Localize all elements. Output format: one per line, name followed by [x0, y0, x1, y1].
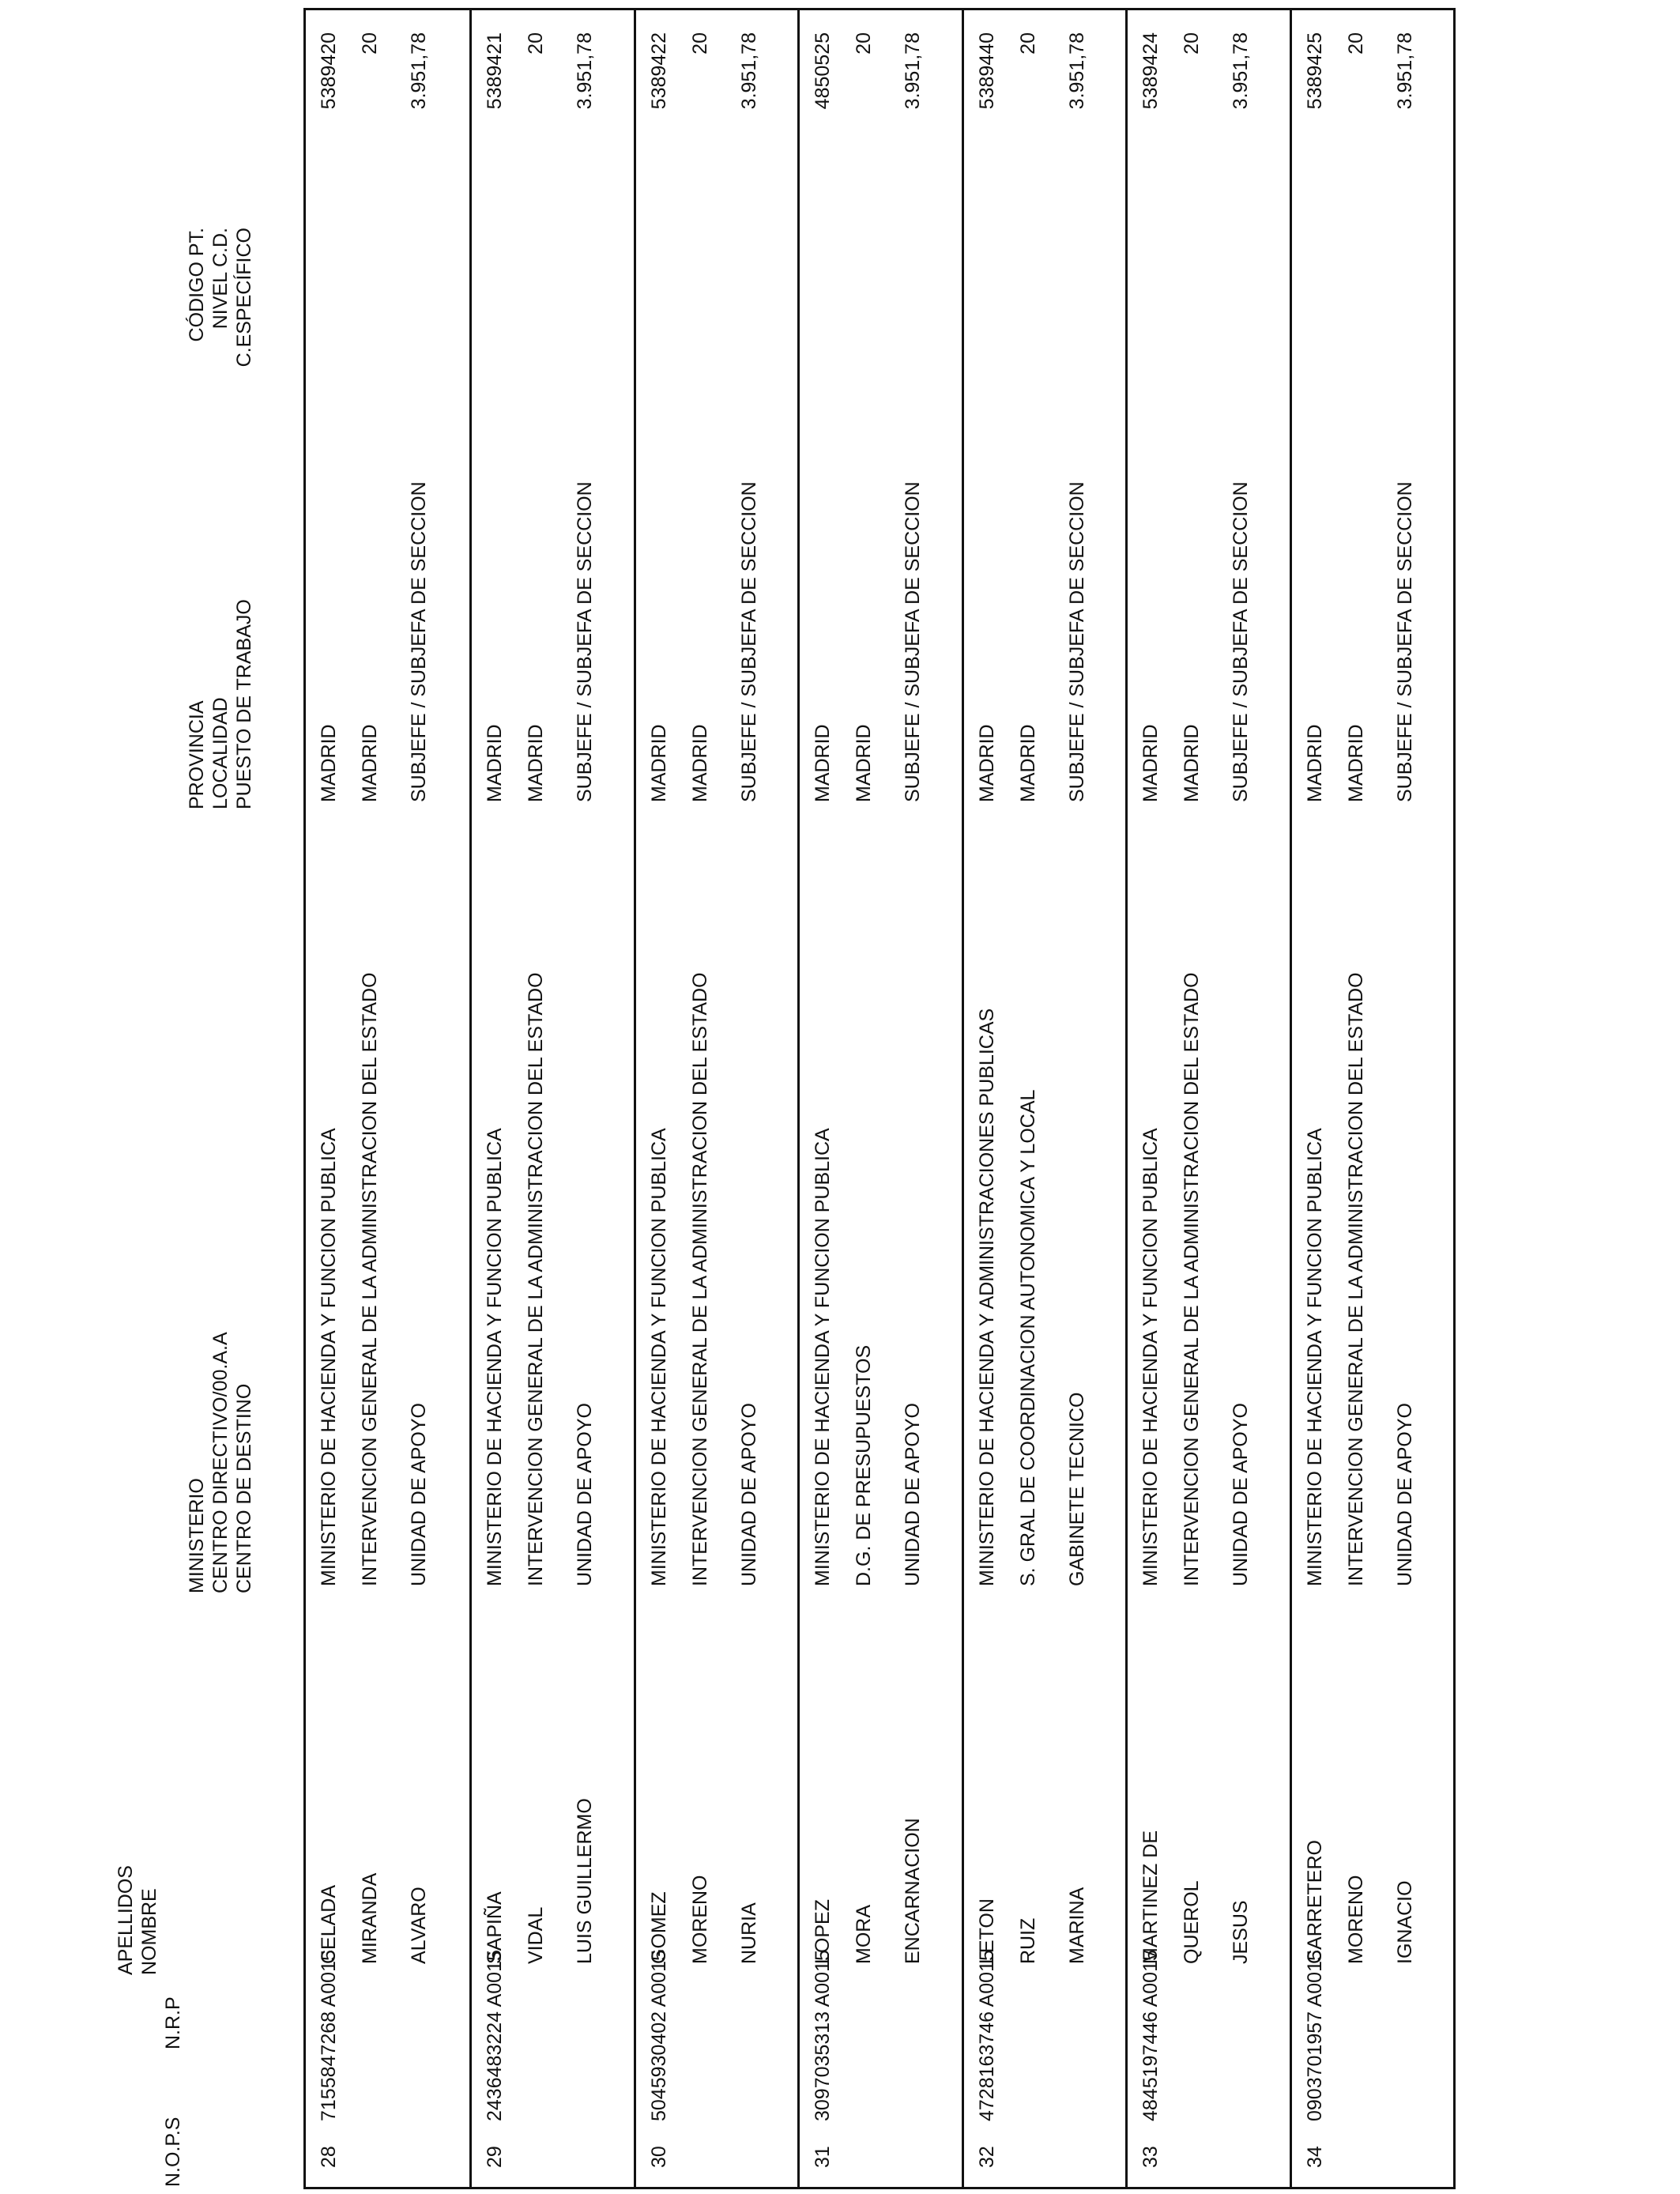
nrp-cell: 4845197446 A0015 — [1139, 1950, 1162, 2121]
apellido1-cell: SAPIÑA — [484, 1891, 507, 1964]
header-especifico-line: C.ESPECÍFICO — [233, 228, 255, 368]
codigo-cell: 5389424 — [1139, 32, 1162, 110]
codigo-cell: 5389440 — [975, 32, 998, 110]
nivel-cell: 20 — [853, 32, 876, 55]
header-provincia — [185, 599, 256, 809]
nops-cell: 30 — [647, 2146, 670, 2168]
ministerio-cell: MINISTERIO DE HACIENDA Y FUNCION PUBLICA — [1139, 1128, 1162, 1586]
nops-cell: 32 — [975, 2146, 998, 2168]
nombre-cell: MARINA — [1065, 1887, 1088, 1964]
header-apellidos — [114, 1865, 161, 1975]
ministerio-cell: MINISTERIO DE HACIENDA Y FUNCION PUBLICA — [647, 1128, 670, 1586]
apellido2-cell: RUIZ — [1016, 1917, 1039, 1964]
especifico-cell: 3.951,78 — [408, 32, 430, 110]
nombre-cell: IGNACIO — [1393, 1880, 1416, 1964]
apellido1-cell: CARRETERO — [1303, 1840, 1326, 1964]
ministerio-cell: MINISTERIO DE HACIENDA Y FUNCION PUBLICA — [1303, 1128, 1326, 1586]
codigo-cell: 5389420 — [318, 32, 340, 110]
codigo-cell: 5389425 — [1303, 32, 1326, 110]
puesto-cell: SUBJEFE / SUBJEFA DE SECCION — [574, 481, 597, 802]
especifico-cell: 3.951,78 — [902, 32, 925, 110]
provincia-cell: MADRID — [1139, 724, 1162, 802]
puesto-cell: SUBJEFE / SUBJEFA DE SECCION — [737, 481, 760, 802]
nrp-cell: 3097035313 A0015 — [812, 1950, 834, 2121]
header-ministerio-line: MINISTERIO — [186, 1478, 208, 1593]
table-row — [306, 10, 469, 2187]
provincia-cell: MADRID — [484, 724, 507, 802]
provincia-cell: MADRID — [318, 724, 340, 802]
ministerio-cell: MINISTERIO DE HACIENDA Y FUNCION PUBLICA — [812, 1128, 834, 1586]
header-codigo-line: CÓDIGO PT. — [186, 228, 208, 342]
table-row — [962, 10, 1125, 2187]
nops-cell: 28 — [318, 2146, 340, 2168]
centro-destino-cell: UNIDAD DE APOYO — [1230, 1403, 1252, 1586]
records-table — [303, 8, 1456, 2189]
centro-directivo-cell: INTERVENCION GENERAL DE LA ADMINISTRACION DEL ESTADO — [1181, 972, 1203, 1586]
localidad-cell: MADRID — [1181, 724, 1203, 802]
apellido2-cell: MORENO — [688, 1875, 711, 1964]
nrp-cell: 0903701957 A0015 — [1303, 1950, 1326, 2121]
nombre-cell: LUIS GUILLERMO — [574, 1798, 597, 1964]
ministerio-cell: MINISTERIO DE HACIENDA Y ADMINISTRACIONES PUBLICAS — [975, 1008, 998, 1586]
header-nops — [161, 2117, 185, 2187]
table-row — [469, 10, 633, 2187]
provincia-cell: MADRID — [1303, 724, 1326, 802]
localidad-cell: MADRID — [359, 724, 381, 802]
puesto-cell: SUBJEFE / SUBJEFA DE SECCION — [408, 481, 430, 802]
nops-cell: 34 — [1303, 2146, 1326, 2168]
header-apellidos-line: APELLIDOS — [115, 1865, 137, 1975]
apellido2-cell: QUEROL — [1181, 1880, 1203, 1964]
localidad-cell: MADRID — [688, 724, 711, 802]
header-provincia-line: PROVINCIA — [186, 700, 208, 809]
puesto-cell: SUBJEFE / SUBJEFA DE SECCION — [1065, 481, 1088, 802]
nrp-cell: 7155847268 A0015 — [318, 1950, 340, 2121]
nivel-cell: 20 — [1016, 32, 1039, 55]
apellido2-cell: MORENO — [1344, 1875, 1367, 1964]
nombre-cell: ENCARNACION — [902, 1818, 925, 1964]
centro-destino-cell: UNIDAD DE APOYO — [737, 1403, 760, 1586]
table-row — [1290, 10, 1453, 2187]
apellido1-cell: LOPEZ — [812, 1899, 834, 1964]
centro-destino-cell: UNIDAD DE APOYO — [408, 1403, 430, 1586]
table-row — [797, 10, 961, 2187]
localidad-cell: MADRID — [525, 724, 548, 802]
apellido1-cell: CELADA — [318, 1884, 340, 1964]
table-row — [634, 10, 797, 2187]
especifico-cell: 3.951,78 — [1230, 32, 1252, 110]
apellido2-cell: VIDAL — [525, 1906, 548, 1964]
nombre-cell: NURIA — [737, 1902, 760, 1964]
header-centro-directivo-line: CENTRO DIRECTIVO/00.A.A — [209, 1332, 232, 1593]
localidad-cell: MADRID — [853, 724, 876, 802]
ministerio-cell: MINISTERIO DE HACIENDA Y FUNCION PUBLICA — [484, 1128, 507, 1586]
codigo-cell: 5389422 — [647, 32, 670, 110]
apellido2-cell: MORA — [853, 1905, 876, 1964]
puesto-cell: SUBJEFE / SUBJEFA DE SECCION — [1230, 481, 1252, 802]
localidad-cell: MADRID — [1344, 724, 1367, 802]
apellido1-cell: LETON — [975, 1898, 998, 1964]
apellido2-cell: MIRANDA — [359, 1872, 381, 1964]
header-nrp-label: N.R.P — [162, 1996, 184, 2049]
nivel-cell: 20 — [359, 32, 381, 55]
header-puesto-line: PUESTO DE TRABAJO — [233, 599, 255, 809]
header-ministerio — [185, 1332, 256, 1593]
nivel-cell: 20 — [1181, 32, 1203, 55]
nrp-cell: 5045930402 A0015 — [647, 1950, 670, 2121]
header-nombre-line: NOMBRE — [138, 1888, 160, 1975]
codigo-cell: 4850525 — [812, 32, 834, 110]
header-nivel-line: NIVEL C.D. — [209, 228, 232, 330]
centro-destino-cell: UNIDAD DE APOYO — [902, 1403, 925, 1586]
nrp-cell: 4728163746 A0015 — [975, 1950, 998, 2121]
centro-destino-cell: GABINETE TECNICO — [1065, 1392, 1088, 1586]
puesto-cell: SUBJEFE / SUBJEFA DE SECCION — [902, 481, 925, 802]
codigo-cell: 5389421 — [484, 32, 507, 110]
centro-directivo-cell: INTERVENCION GENERAL DE LA ADMINISTRACION DEL ESTADO — [525, 972, 548, 1586]
provincia-cell: MADRID — [647, 724, 670, 802]
header-localidad-line: LOCALIDAD — [209, 697, 232, 809]
header-nops-label: N.O.P.S — [162, 2117, 184, 2187]
ministerio-cell: MINISTERIO DE HACIENDA Y FUNCION PUBLICA — [318, 1128, 340, 1586]
provincia-cell: MADRID — [975, 724, 998, 802]
provincia-cell: MADRID — [812, 724, 834, 802]
centro-directivo-cell: INTERVENCION GENERAL DE LA ADMINISTRACION DEL ESTADO — [359, 972, 381, 1586]
nops-cell: 33 — [1139, 2146, 1162, 2168]
nivel-cell: 20 — [1344, 32, 1367, 55]
nops-cell: 31 — [812, 2146, 834, 2168]
nops-cell: 29 — [484, 2146, 507, 2168]
puesto-cell: SUBJEFE / SUBJEFA DE SECCION — [1393, 481, 1416, 802]
header-nrp — [161, 1996, 185, 2049]
centro-directivo-cell: D.G. DE PRESUPUESTOS — [853, 1344, 876, 1586]
localidad-cell: MADRID — [1016, 724, 1039, 802]
nombre-cell: ALVARO — [408, 1887, 430, 1964]
especifico-cell: 3.951,78 — [574, 32, 597, 110]
apellido1-cell: GOMEZ — [647, 1891, 670, 1964]
centro-directivo-cell: INTERVENCION GENERAL DE LA ADMINISTRACION DEL ESTADO — [688, 972, 711, 1586]
apellido1-cell: MARTINEZ DE — [1139, 1830, 1162, 1964]
nrp-cell: 2436483224 A0015 — [484, 1950, 507, 2121]
header-centro-destino-line: CENTRO DE DESTINO — [233, 1383, 255, 1593]
centro-directivo-cell: S. GRAL DE COORDINACION AUTONOMICA Y LOCAL — [1016, 1089, 1039, 1586]
centro-directivo-cell: INTERVENCION GENERAL DE LA ADMINISTRACION DEL ESTADO — [1344, 972, 1367, 1586]
table-row — [1125, 10, 1289, 2187]
especifico-cell: 3.951,78 — [737, 32, 760, 110]
nivel-cell: 20 — [525, 32, 548, 55]
nivel-cell: 20 — [688, 32, 711, 55]
header-codigo — [185, 228, 256, 417]
centro-destino-cell: UNIDAD DE APOYO — [1393, 1403, 1416, 1586]
especifico-cell: 3.951,78 — [1065, 32, 1088, 110]
nombre-cell: JESUS — [1230, 1900, 1252, 1964]
especifico-cell: 3.951,78 — [1393, 32, 1416, 110]
centro-destino-cell: UNIDAD DE APOYO — [574, 1403, 597, 1586]
